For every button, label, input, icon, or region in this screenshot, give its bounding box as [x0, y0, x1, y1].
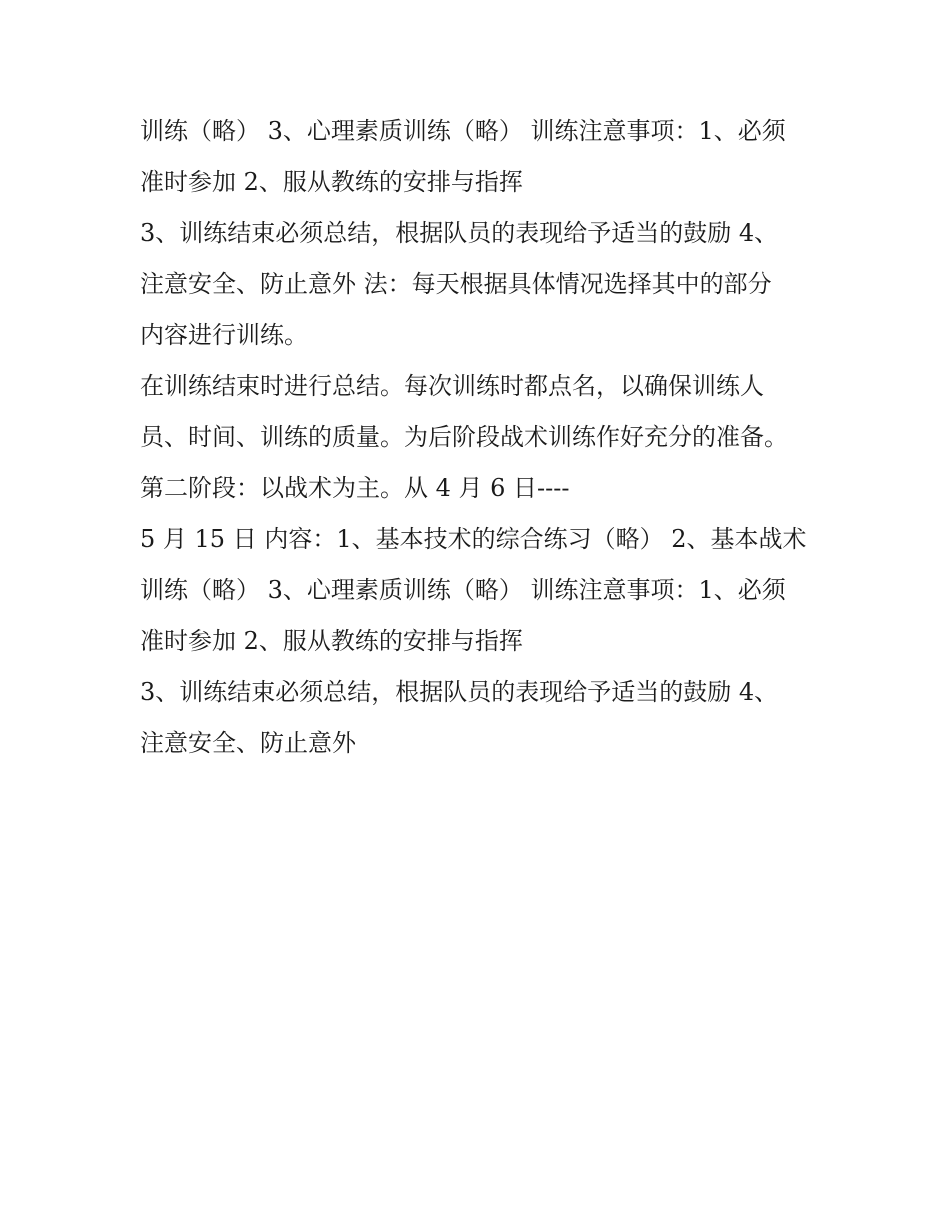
- document-body: [140, 106, 820, 769]
- text-line: 训练（略） 3、心理素质训练（略） 训练注意事项：1、必须: [140, 576, 786, 604]
- text-line: 3、训练结束必须总结，根据队员的表现给予适当的鼓励 4、: [140, 678, 779, 706]
- text-line: 在训练结束时进行总结。每次训练时都点名，以确保训练人: [140, 372, 764, 400]
- text-line: 5 月 15 日 内容：1、基本技术的综合练习（略） 2、基本战术: [140, 525, 807, 553]
- text-line: 注意安全、防止意外: [140, 729, 356, 757]
- text-line: 第二阶段：以战术为主。从 4 月 6 日----: [140, 474, 570, 502]
- text-line: 准时参加 2、服从教练的安排与指挥: [140, 168, 523, 196]
- text-line: 注意安全、防止意外 法：每天根据具体情况选择其中的部分: [140, 270, 772, 298]
- text-line: 3、训练结束必须总结，根据队员的表现给予适当的鼓励 4、: [140, 219, 779, 247]
- text-line: 训练（略） 3、心理素质训练（略） 训练注意事项：1、必须: [140, 117, 786, 145]
- text-line: 准时参加 2、服从教练的安排与指挥: [140, 627, 523, 655]
- text-line: 内容进行训练。: [140, 321, 308, 349]
- text-line: 员、时间、训练的质量。为后阶段战术训练作好充分的准备。: [140, 423, 788, 451]
